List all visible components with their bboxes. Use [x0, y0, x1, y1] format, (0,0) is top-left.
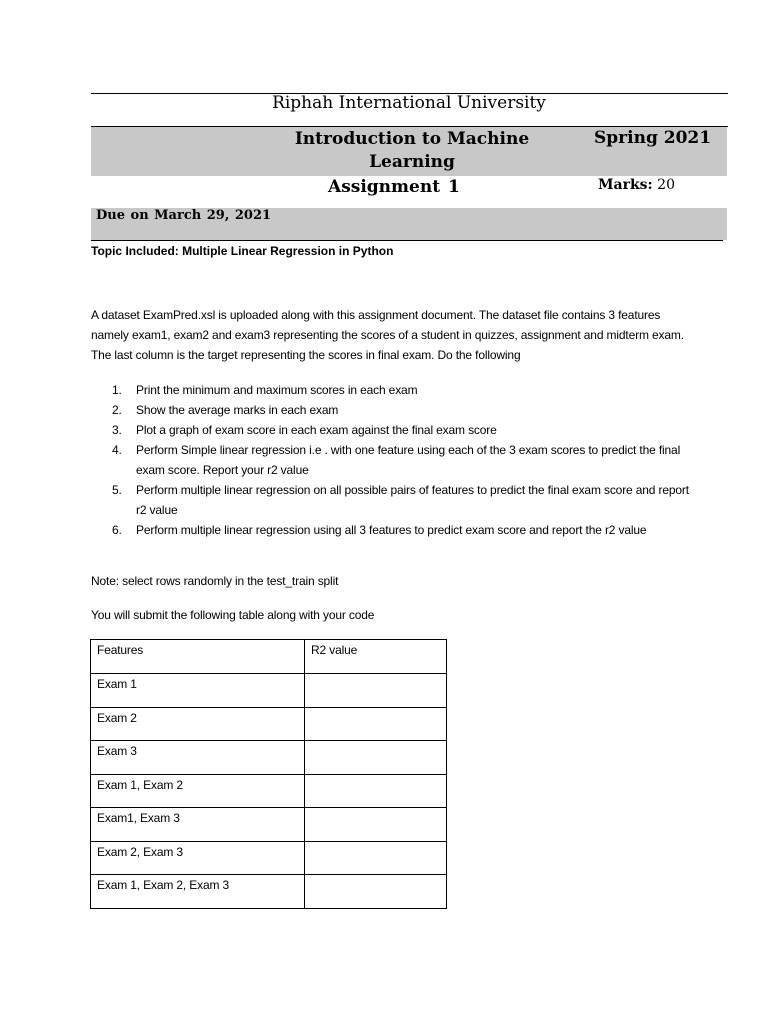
r2-cell[interactable]	[305, 775, 447, 808]
feature-cell: Exam1, Exam 3	[91, 808, 305, 842]
task-number: 6.	[112, 523, 122, 537]
r2-cell[interactable]	[305, 741, 447, 775]
note-text: Note: select rows randomly in the test_train split	[91, 574, 339, 588]
task-number: 1.	[112, 383, 122, 397]
r2-cell[interactable]	[305, 808, 447, 842]
submit-instruction: You will submit the following table along with your code	[91, 608, 375, 622]
task-text: Perform multiple linear regression on all possible pairs of features to predict the final exam score and report r2 value	[136, 483, 689, 517]
task-item	[91, 520, 691, 540]
table-row	[91, 674, 447, 708]
marks-value: 20	[657, 177, 675, 193]
feature-cell: Exam 1, Exam 2, Exam 3	[91, 875, 305, 909]
marks-label	[598, 177, 675, 193]
task-text: Print the minimum and maximum scores in each exam	[136, 383, 418, 397]
table-row	[91, 775, 447, 808]
term-label: Spring 2021	[594, 128, 712, 148]
task-number: 5.	[112, 483, 122, 497]
topic-line: Topic Included: Multiple Linear Regression in Python	[91, 244, 394, 258]
task-text: Perform multiple linear regression using all 3 features to predict exam score and report the r2 value	[136, 523, 647, 537]
due-date: Due on March 29, 2021	[96, 208, 272, 223]
table-row	[91, 708, 447, 741]
task-text: Show the average marks in each exam	[136, 403, 339, 417]
results-table	[90, 639, 447, 909]
task-item	[91, 380, 691, 400]
feature-cell: Exam 3	[91, 741, 305, 775]
header-r2-value: R2 value	[305, 640, 447, 674]
assignment-title: Assignment 1	[328, 177, 460, 197]
band-bottom-rule	[91, 240, 723, 241]
task-item	[91, 400, 691, 420]
table-row	[91, 808, 447, 842]
feature-cell: Exam 1, Exam 2	[91, 775, 305, 808]
task-number: 4.	[112, 443, 122, 457]
task-list	[91, 380, 691, 540]
course-title-line2: Learning	[369, 152, 455, 172]
task-number: 3.	[112, 423, 122, 437]
feature-cell: Exam 1	[91, 674, 305, 708]
r2-cell[interactable]	[305, 674, 447, 708]
feature-cell: Exam 2	[91, 708, 305, 741]
marks-caption: Marks:	[598, 177, 653, 193]
assignment-description: A dataset ExamPred.xsl is uploaded along with this assignment document. The dataset file contains 3 features namely exam1, exam2 and exam3 representing the scores of a student in quizzes, assignment and midterm exam. The last column is the target representing the scores in final exam. Do the following	[91, 308, 684, 362]
header-features: Features	[91, 640, 305, 674]
course-title-line1: Introduction to Machine	[294, 129, 530, 149]
task-text: Perform Simple linear regression i.e . with one feature using each of the 3 exam scores to predict the final exam score. Report your r2 value	[136, 443, 681, 477]
table-header-row	[91, 640, 447, 674]
r2-cell[interactable]	[305, 708, 447, 741]
table-row	[91, 875, 447, 909]
table-row	[91, 842, 447, 875]
task-item	[91, 440, 691, 480]
university-name: Riphah International University	[272, 93, 546, 113]
course-title	[292, 128, 532, 174]
task-item	[91, 420, 691, 440]
task-number: 2.	[112, 403, 122, 417]
r2-cell[interactable]	[305, 875, 447, 909]
task-text: Plot a graph of exam score in each exam against the final exam score	[136, 423, 497, 437]
task-item	[91, 480, 691, 520]
table-row	[91, 741, 447, 775]
r2-cell[interactable]	[305, 842, 447, 875]
feature-cell: Exam 2, Exam 3	[91, 842, 305, 875]
